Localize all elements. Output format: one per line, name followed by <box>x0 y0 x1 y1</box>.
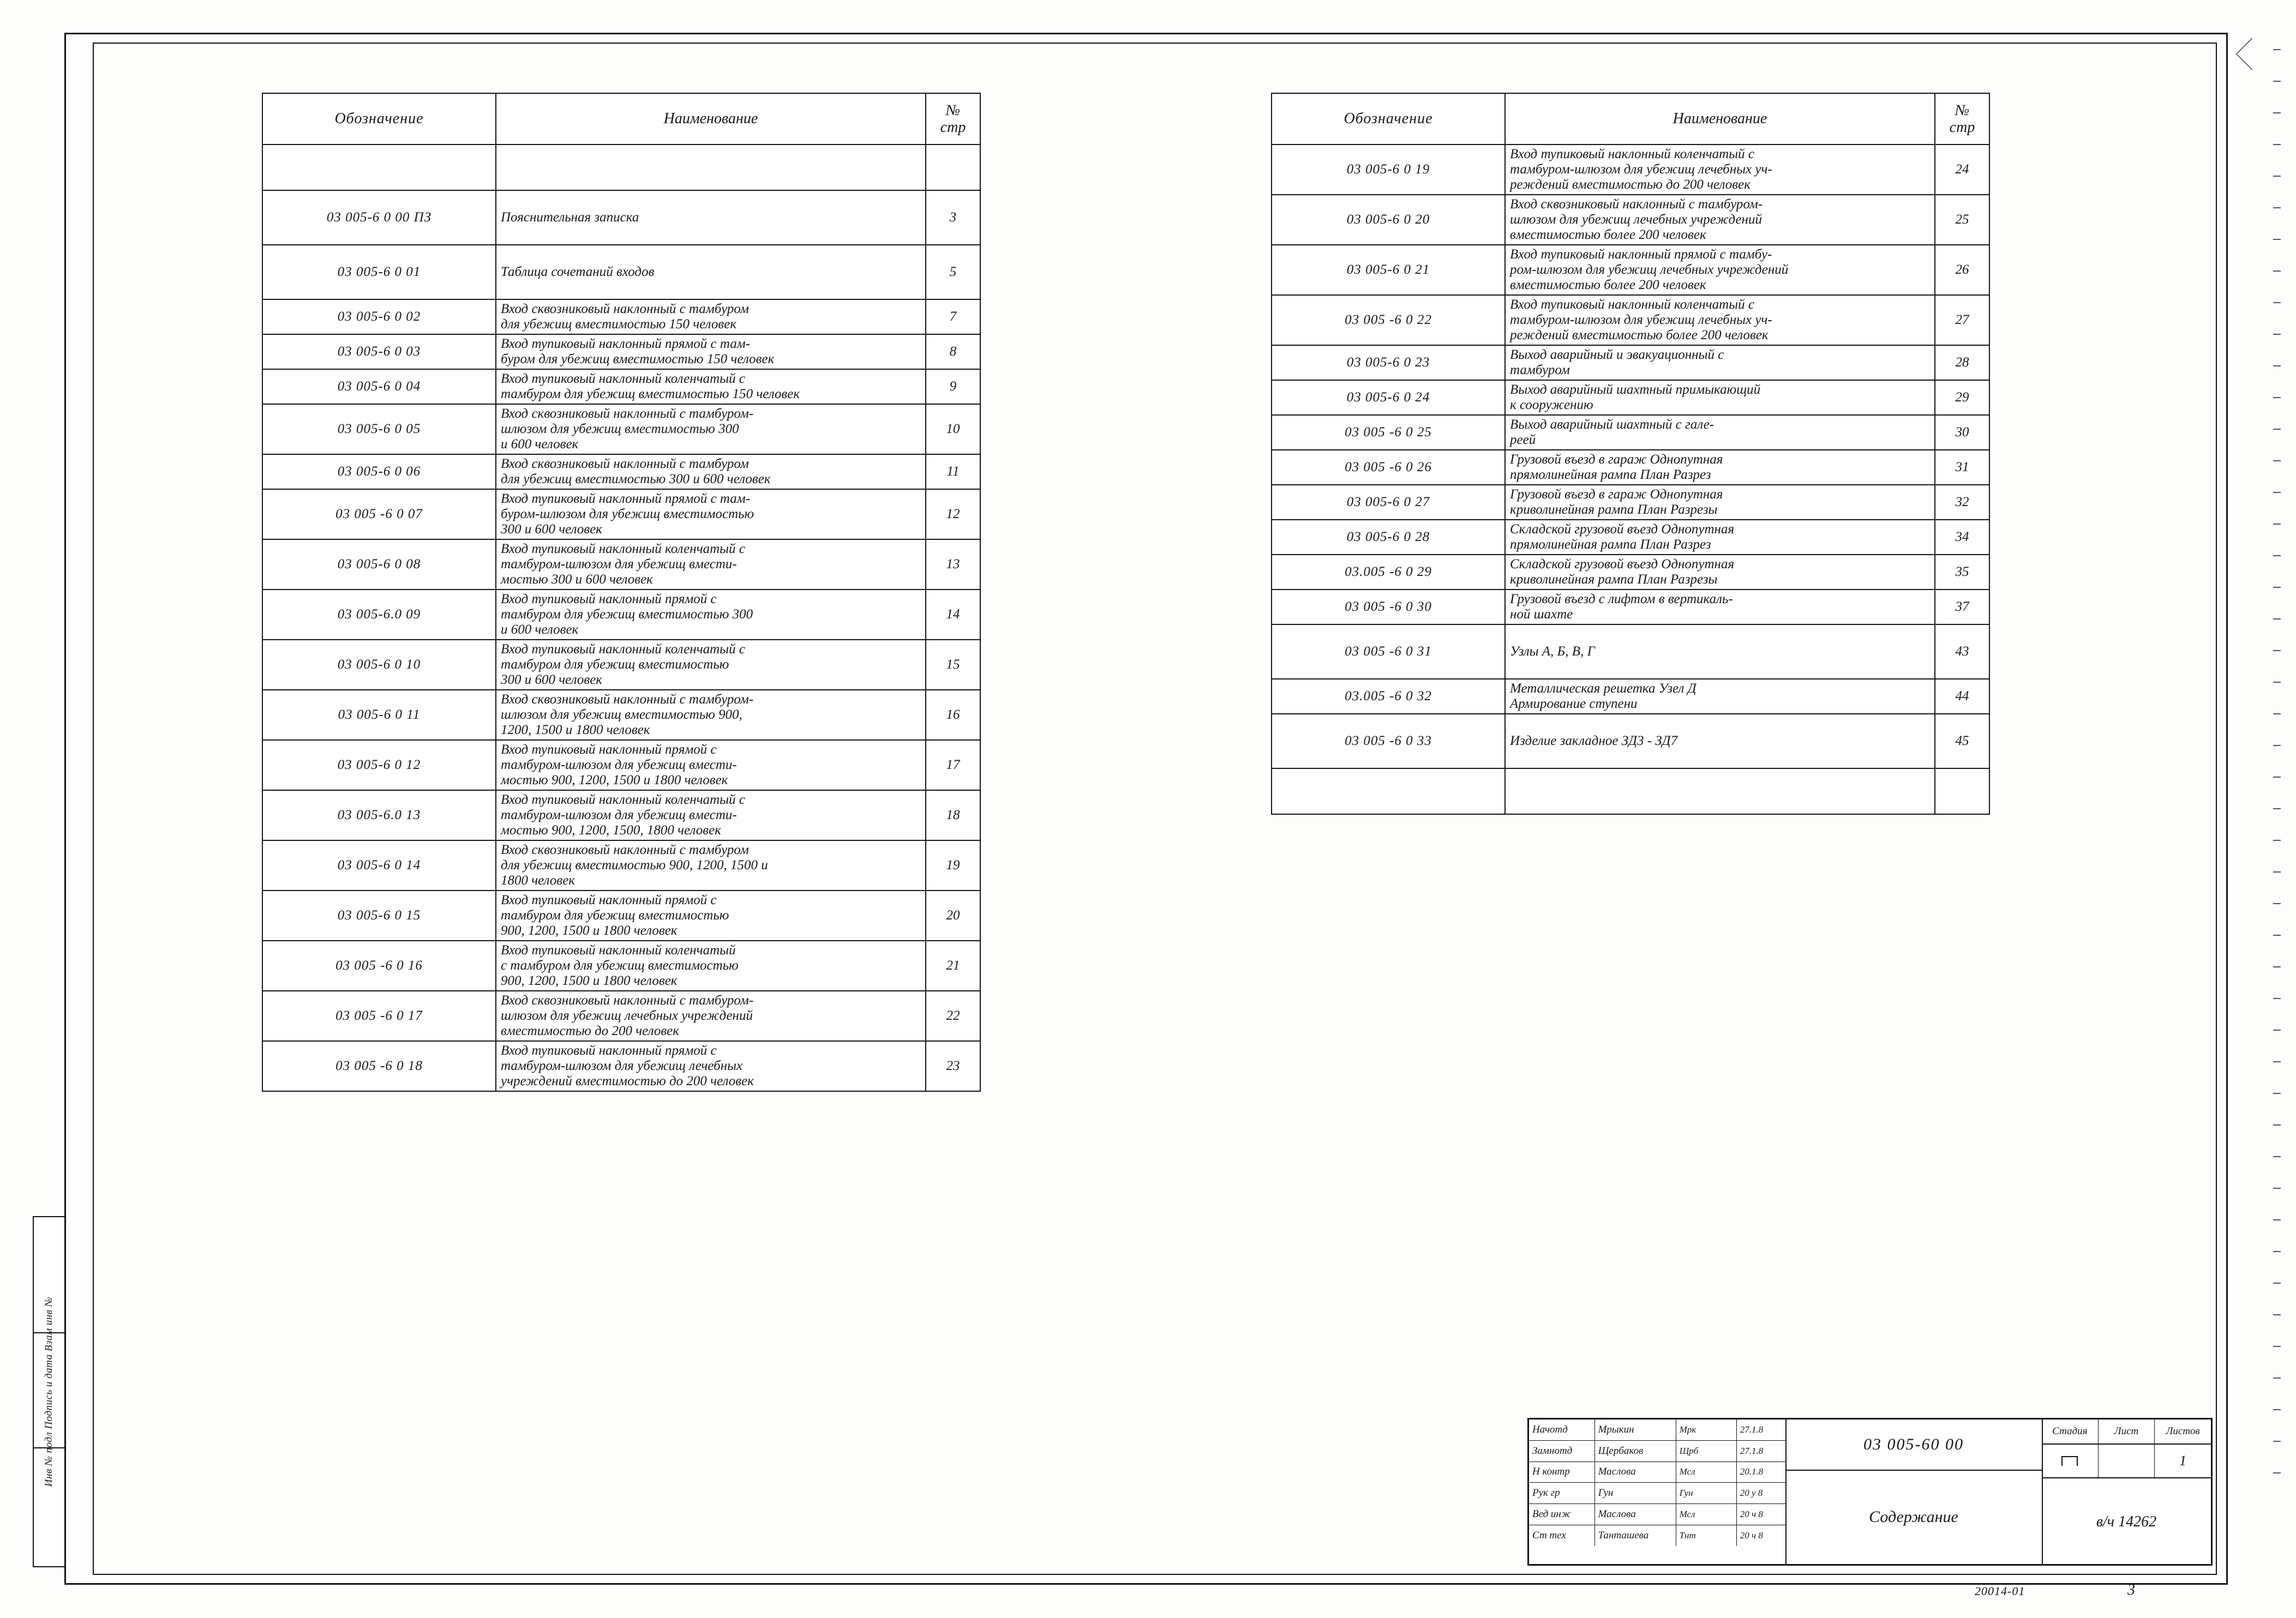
signature-date: 20 у 8 <box>1740 1488 1763 1499</box>
signature-date: 20 ч 8 <box>1740 1530 1763 1541</box>
cell-page: 30 <box>1935 415 1989 450</box>
corner-registration-mark <box>2235 38 2268 70</box>
cell-page: 11 <box>926 454 980 489</box>
signature-mark: Гун <box>1676 1483 1737 1503</box>
cell-title: Вход сквозниковый наклонный с тамбуром- шлюзом для убежищ лечебных учреждений вместимостью более 200 человек <box>1505 195 1935 245</box>
title-block-code: 03 005-60 00 <box>1785 1419 2042 1471</box>
title-block-signatures <box>1529 1419 1787 1564</box>
table-row <box>262 334 980 369</box>
table-row <box>1272 679 1989 714</box>
header-title: Наименование <box>1505 93 1935 145</box>
cell-title: Пояснительная записка <box>496 190 926 245</box>
left-margin-label: Инв № подл Подпись и дата Взам инв № <box>43 1296 55 1487</box>
cell-designation: 03 005-6 0 14 <box>262 840 496 891</box>
cell-page: 23 <box>926 1041 980 1091</box>
cell-title: Вход тупиковый наклонный прямой с там- буром для убежищ вместимостью 150 человек <box>496 334 926 369</box>
cell-title: Вход тупиковый наклонный прямой с тамбуром-шлюзом для убежищ вмести- мостью 900, 1200, 1500 и 1800 человек <box>496 740 926 790</box>
cell-designation: 03 005-6 0 23 <box>1272 345 1505 380</box>
title-block-row <box>1529 1525 1785 1546</box>
signature-mark: Мсл <box>1676 1504 1737 1525</box>
title-block-title: Содержание <box>1869 1507 1958 1526</box>
table-row <box>262 640 980 690</box>
header-designation: Обозначение <box>262 93 496 145</box>
cell-page: 17 <box>926 740 980 790</box>
signature-name: Мрыкин <box>1595 1419 1676 1440</box>
cell-title: Вход тупиковый наклонный прямой с тамбуром для убежищ вместимостью 300 и 600 человек <box>496 590 926 640</box>
cell-designation: 03 005-6 0 11 <box>262 690 496 740</box>
cell-page: 15 <box>926 640 980 690</box>
stage-glyph <box>2061 1456 2078 1466</box>
left-margin-strip <box>33 1216 65 1567</box>
edge-registration-ticks <box>2273 49 2281 1521</box>
cell-designation: 03 005-6 0 21 <box>1272 245 1505 295</box>
table-row <box>262 991 980 1041</box>
cell-title: Вход тупиковый наклонный коленчатый с тамбуром для убежищ вместимостью 300 и 600 человек <box>496 640 926 690</box>
archive-note: 20014-01 <box>1975 1584 2025 1598</box>
cell-page: 27 <box>1935 295 1989 345</box>
cell-page: 21 <box>926 941 980 991</box>
cell-title: Грузовой въезд в гараж Однопутная криволинейная рампа План Разрезы <box>1505 485 1935 520</box>
cell-designation: 03 005-6 0 12 <box>262 740 496 790</box>
cell-designation: 03 005-6 0 19 <box>1272 145 1505 195</box>
cell-title: Вход сквозниковый наклонный с тамбуром- шлюзом для убежищ вместимостью 900, 1200, 1500 и 1800 человек <box>496 690 926 740</box>
sheet-page-number: 3 <box>2127 1581 2135 1598</box>
cell-designation: 03 005-6 0 20 <box>1272 195 1505 245</box>
table-row <box>1272 245 1989 295</box>
cell-designation: 03 005-6 0 04 <box>262 369 496 404</box>
cell-title: Вход тупиковый наклонный коленчатый с тамбуром для убежищ вместимостью 900, 1200, 1500 и 1800 человек <box>496 941 926 991</box>
label-stage: Стадия <box>2042 1419 2099 1443</box>
signature-role: Вед инж <box>1529 1504 1595 1525</box>
table-row <box>262 539 980 590</box>
signature-role: Ст тех <box>1529 1525 1595 1546</box>
cell-designation: 03 005-6 0 24 <box>1272 380 1505 415</box>
cell-title: Складской грузовой въезд Однопутная криволинейная рампа План Разрезы <box>1505 555 1935 590</box>
cell-title: Вход тупиковый наклонный прямой с там- буром-шлюзом для убежищ вместимостью 300 и 600 человек <box>496 489 926 539</box>
cell-title: Вход тупиковый наклонный прямой с тамбуром для убежищ вместимостью 900, 1200, 1500 и 1800 человек <box>496 891 926 941</box>
title-block-row <box>1529 1419 1785 1441</box>
cell-designation: 03 005 -6 0 26 <box>1272 450 1505 485</box>
cell-title <box>1505 768 1935 814</box>
title-block-row <box>1529 1462 1785 1483</box>
cell-title: Вход сквозниковый наклонный с тамбуром для убежищ вместимостью 150 человек <box>496 299 926 334</box>
table-header-row <box>1272 93 1989 145</box>
signature-name: Маслова <box>1595 1504 1676 1525</box>
table-row <box>1272 590 1989 624</box>
signature-date: 20.1.8 <box>1740 1466 1764 1477</box>
cell-page: 37 <box>1935 590 1989 624</box>
cell-page: 22 <box>926 991 980 1041</box>
cell-designation: 03 005-6 0 08 <box>262 539 496 590</box>
table-row <box>1272 415 1989 450</box>
table-row <box>262 145 980 190</box>
table-row <box>262 454 980 489</box>
cell-designation <box>1272 768 1505 814</box>
signature-name: Маслова <box>1595 1462 1676 1483</box>
table-row <box>1272 450 1989 485</box>
cell-page: 8 <box>926 334 980 369</box>
cell-designation: 03 005 -6 0 31 <box>1272 624 1505 679</box>
header-page-line1: № <box>945 101 961 119</box>
table-row <box>262 891 980 941</box>
table-row <box>1272 555 1989 590</box>
table-row <box>1272 485 1989 520</box>
cell-title: Вход тупиковый наклонный коленчатый с тамбуром-шлюзом для убежищ вмести- мостью 300 и 600 человек <box>496 539 926 590</box>
title-block-row <box>1529 1483 1785 1504</box>
cell-designation: 03 005-6 0 05 <box>262 404 496 454</box>
signature-role: Начотд <box>1529 1419 1595 1440</box>
contents-table-right <box>1271 93 1990 815</box>
cell-page: 34 <box>1935 520 1989 555</box>
cell-title: Грузовой въезд с лифтом в вертикаль- ной шахте <box>1505 590 1935 624</box>
signature-date: 27.1.8 <box>1740 1445 1764 1456</box>
signature-name: Танташева <box>1595 1525 1676 1546</box>
cell-title: Узлы А, Б, В, Г <box>1505 624 1935 679</box>
cell-page: 18 <box>926 790 980 840</box>
cell-designation: 03 005 -6 0 16 <box>262 941 496 991</box>
cell-page: 7 <box>926 299 980 334</box>
cell-title: Складской грузовой въезд Однопутная прямолинейная рампа План Разрез <box>1505 520 1935 555</box>
cell-page: 43 <box>1935 624 1989 679</box>
signature-role: Н контр <box>1529 1462 1595 1483</box>
cell-designation: 03 005-6 0 28 <box>1272 520 1505 555</box>
cell-designation: 03 005-6 0 27 <box>1272 485 1505 520</box>
cell-designation: 03 005-6 0 03 <box>262 334 496 369</box>
table-row <box>262 790 980 840</box>
cell-designation: 03.005 -6 0 32 <box>1272 679 1505 714</box>
cell-page: 13 <box>926 539 980 590</box>
cell-title: Вход тупиковый наклонный коленчатый с тамбуром-шлюзом для убежищ лечебных уч- реждений вместимостью более 200 человек <box>1505 295 1935 345</box>
table-row <box>1272 295 1989 345</box>
header-page-line2: стр <box>940 119 966 136</box>
table-row <box>262 245 980 299</box>
label-sheet: Лист <box>2099 1419 2155 1443</box>
organization-code: в/ч 14262 <box>2096 1513 2157 1530</box>
signature-mark: Тнт <box>1676 1525 1737 1546</box>
cell-title: Выход аварийный шахтный с гале- реей <box>1505 415 1935 450</box>
cell-title: Вход сквозниковый наклонный с тамбуром для убежищ вместимостью 300 и 600 человек <box>496 454 926 489</box>
cell-designation: 03 005 -6 0 33 <box>1272 714 1505 768</box>
cell-title: Вход тупиковый наклонный прямой с тамбу- ром-шлюзом для убежищ лечебных учреждений вместимостью более 200 человек <box>1505 245 1935 295</box>
cell-page: 20 <box>926 891 980 941</box>
cell-page: 45 <box>1935 714 1989 768</box>
table-row <box>262 404 980 454</box>
cell-page: 44 <box>1935 679 1989 714</box>
table-header-row <box>262 93 980 145</box>
table-row <box>262 690 980 740</box>
header-title: Наименование <box>496 93 926 145</box>
cell-page: 9 <box>926 369 980 404</box>
cell-designation: 03 005-6 0 10 <box>262 640 496 690</box>
cell-designation: 03.005 -6 0 29 <box>1272 555 1505 590</box>
cell-title: Вход тупиковый наклонный коленчатый с тамбуром-шлюзом для убежищ вмести- мостью 900, 1200, 1500, 1800 человек <box>496 790 926 840</box>
cell-page: 32 <box>1935 485 1989 520</box>
header-page-line1: № <box>1955 101 1970 119</box>
table-row <box>1272 768 1989 814</box>
table-row <box>1272 345 1989 380</box>
cell-page <box>1935 768 1989 814</box>
table-row <box>1272 714 1989 768</box>
title-block-right <box>2042 1419 2211 1564</box>
cell-title: Вход тупиковый наклонный коленчатый с тамбуром для убежищ вместимостью 150 человек <box>496 369 926 404</box>
title-block-row <box>1529 1504 1785 1525</box>
cell-page: 28 <box>1935 345 1989 380</box>
signature-mark: Мсл <box>1676 1462 1737 1483</box>
table-row <box>262 590 980 640</box>
cell-title: Вход тупиковый наклонный коленчатый с тамбуром-шлюзом для убежищ лечебных уч- реждений вместимостью до 200 человек <box>1505 145 1935 195</box>
cell-designation <box>262 145 496 190</box>
cell-designation: 03 005-6 0 15 <box>262 891 496 941</box>
cell-page <box>926 145 980 190</box>
cell-designation: 03 005 -6 0 17 <box>262 991 496 1041</box>
cell-page: 5 <box>926 245 980 299</box>
cell-page: 19 <box>926 840 980 891</box>
table-row <box>1272 145 1989 195</box>
cell-title: Металлическая решетка Узел Д Армирование ступени <box>1505 679 1935 714</box>
table-row <box>262 840 980 891</box>
table-row <box>1272 380 1989 415</box>
cell-page: 12 <box>926 489 980 539</box>
contents-table-left <box>262 93 981 1092</box>
cell-title: Вход сквозниковый наклонный с тамбуром для убежищ вместимостью 900, 1200, 1500 и 1800 человек <box>496 840 926 891</box>
value-sheet <box>2099 1445 2155 1477</box>
header-page-line2: стр <box>1949 119 1975 136</box>
cell-designation: 03 005-6 0 01 <box>262 245 496 299</box>
cell-page: 29 <box>1935 380 1989 415</box>
header-page <box>1935 93 1989 145</box>
cell-title: Грузовой въезд в гараж Однопутная прямолинейная рампа План Разрез <box>1505 450 1935 485</box>
header-page <box>926 93 980 145</box>
cell-designation: 03 005 -6 0 30 <box>1272 590 1505 624</box>
title-block-center <box>1785 1419 2043 1564</box>
signature-date: 27.1.8 <box>1740 1424 1764 1435</box>
cell-page: 10 <box>926 404 980 454</box>
signature-mark: Щрб <box>1676 1441 1737 1461</box>
table-row <box>262 190 980 245</box>
table-row <box>262 740 980 790</box>
cell-title: Вход сквозниковый наклонный с тамбуром- шлюзом для убежищ вместимостью 300 и 600 человек <box>496 404 926 454</box>
signature-name: Гун <box>1595 1483 1676 1503</box>
cell-designation: 03 005 -6 0 22 <box>1272 295 1505 345</box>
cell-page: 25 <box>1935 195 1989 245</box>
signature-role: Рук гр <box>1529 1483 1595 1503</box>
table-row <box>262 489 980 539</box>
cell-designation: 03 005-6.0 13 <box>262 790 496 840</box>
cell-title: Выход аварийный и эвакуационный с тамбуром <box>1505 345 1935 380</box>
label-sheets: Листов <box>2166 1425 2200 1437</box>
title-block-row <box>1529 1441 1785 1462</box>
table-row <box>262 299 980 334</box>
signature-role: Замнотд <box>1529 1441 1595 1461</box>
table-row <box>1272 624 1989 679</box>
cell-designation: 03 005 -6 0 07 <box>262 489 496 539</box>
cell-page: 3 <box>926 190 980 245</box>
value-sheets: 1 <box>2179 1453 2187 1469</box>
header-designation: Обозначение <box>1272 93 1505 145</box>
cell-designation: 03 005-6.0 09 <box>262 590 496 640</box>
cell-page: 14 <box>926 590 980 640</box>
cell-title: Вход сквозниковый наклонный с тамбуром- шлюзом для убежищ лечебных учреждений вместимостью до 200 человек <box>496 991 926 1041</box>
title-block <box>1527 1418 2213 1566</box>
cell-title: Изделие закладное ЗД3 - ЗД7 <box>1505 714 1935 768</box>
cell-title <box>496 145 926 190</box>
table-row <box>262 1041 980 1091</box>
cell-designation: 03 005 -6 0 25 <box>1272 415 1505 450</box>
cell-designation: 03 005-6 0 06 <box>262 454 496 489</box>
value-stage <box>2042 1445 2099 1477</box>
cell-designation: 03 005-6 0 00 ПЗ <box>262 190 496 245</box>
cell-designation: 03 005-6 0 02 <box>262 299 496 334</box>
cell-page: 24 <box>1935 145 1989 195</box>
cell-title: Выход аварийный шахтный примыкающий к сооружению <box>1505 380 1935 415</box>
table-row <box>1272 520 1989 555</box>
signature-name: Щербаков <box>1595 1441 1676 1461</box>
table-row <box>262 941 980 991</box>
cell-page: 35 <box>1935 555 1989 590</box>
cell-page: 31 <box>1935 450 1989 485</box>
cell-designation: 03 005 -6 0 18 <box>262 1041 496 1091</box>
cell-page: 16 <box>926 690 980 740</box>
signature-mark: Мрк <box>1676 1419 1737 1440</box>
cell-title: Таблица сочетаний входов <box>496 245 926 299</box>
cell-title: Вход тупиковый наклонный прямой с тамбуром-шлюзом для убежищ лечебных учреждений вместимостью до 200 человек <box>496 1041 926 1091</box>
cell-page: 26 <box>1935 245 1989 295</box>
table-row <box>1272 195 1989 245</box>
signature-date: 20 ч 8 <box>1740 1509 1763 1520</box>
table-row <box>262 369 980 404</box>
